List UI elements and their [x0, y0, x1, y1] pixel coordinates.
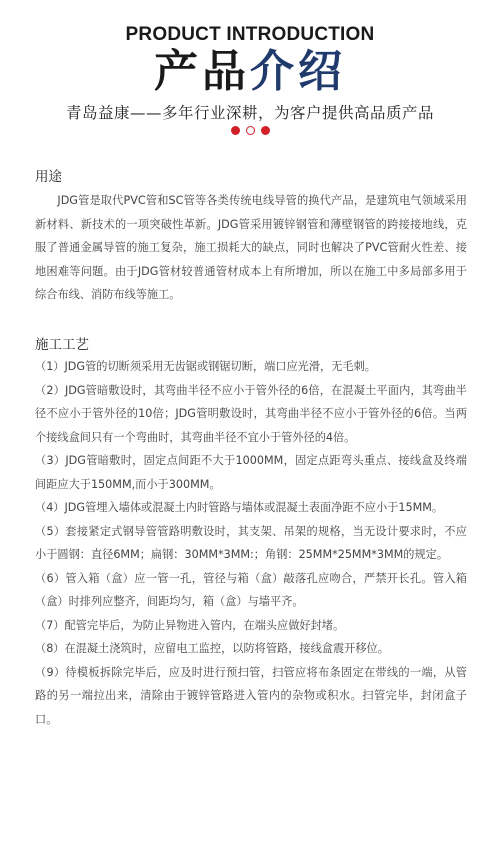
- construction-step-1: （1）JDG管的切断须采用无齿锯或钢锯切断，端口应光滑，无毛刺。: [35, 360, 376, 373]
- chinese-title: [0, 44, 500, 100]
- english-title: PRODUCT INTRODUCTION: [125, 24, 375, 45]
- construction-step-9: （9）待模板拆除完毕后，应及时进行预扫管，扫管应将布条固定在带线的一端，从管路的另一端拉出来，清除由于镀锌管路进入管内的杂物或积水。扫管完毕，封闭盒子口。: [35, 665, 467, 726]
- construction-step-5: （5）套接紧定式钢导管管路明敷设时，其支架、吊架的规格，当无设计要求时，不应小于圆钢：直径6MM；扁钢：30MM*3MM:；角钢：25MM*25MM*3MM的规定。: [35, 524, 467, 561]
- construction-step-7: （7）配管完毕后，为防止异物进入管内，在端头应做好封堵。: [35, 618, 345, 632]
- construction-step-2: （2）JDG管暗敷设时，其弯曲半径不应小于管外径的6倍，在混凝土平面内，其弯曲半径不应小于管外径的10倍；JDG管明敷设时，其弯曲半径不应小于管外径的6倍。当两个接线盒间只有一个弯曲时，其弯曲半径不宜小于管外径的4倍。: [35, 383, 467, 444]
- construction-steps: [0, 355, 500, 731]
- chinese-title-part2: 介绍: [250, 46, 346, 97]
- decorative-dots: [0, 126, 500, 135]
- section-title-usage: 用途: [35, 169, 62, 185]
- chinese-title-part1: 产品: [154, 46, 250, 97]
- dot-filled: [261, 126, 270, 135]
- dot-hollow: [246, 126, 255, 135]
- slogan: 青岛益康——多年行业深耕，为客户提供高品质产品: [65, 104, 434, 122]
- usage-paragraph: JDG管是取代PVC管和SC管等各类传统电线导管的换代产品，是建筑电气领域采用新材料、新技术的一项突破性革新。JDG管采用镀锌钢管和薄壁钢管的跨接接地线，克服了普通金属导管的施工复杂，施工损耗大的缺点，同时也解决了PVC管耐火性差、接地困难等问题。由于JDG管材较普通管材成本上有所增加，所以在施工中多局部多用于综合布线、消防布线等施工。: [35, 194, 467, 301]
- construction-step-8: （8）在混凝土浇筑时，应留电工监控，以防将管路，接线盒震开移位。: [35, 642, 389, 655]
- dot-filled: [231, 126, 240, 135]
- construction-step-4: （4）JDG管埋入墙体或混凝土内时管路与墙体或混凝土表面净距不应小于15MM。: [35, 501, 444, 514]
- construction-step-3: （3）JDG管暗敷时，固定点间距不大于1000MM，固定点距弯头重点、接线盒及终端间距应大于150MM,而小于300MM。: [35, 454, 467, 491]
- construction-step-6: （6）管入箱（盒）应一管一孔，管径与箱（盒）敲落孔应吻合，严禁开长孔。管入箱（盒）时排列应整齐，间距均匀，箱（盒）与墙平齐。: [35, 571, 467, 608]
- section-title-construction: 施工工艺: [35, 337, 89, 353]
